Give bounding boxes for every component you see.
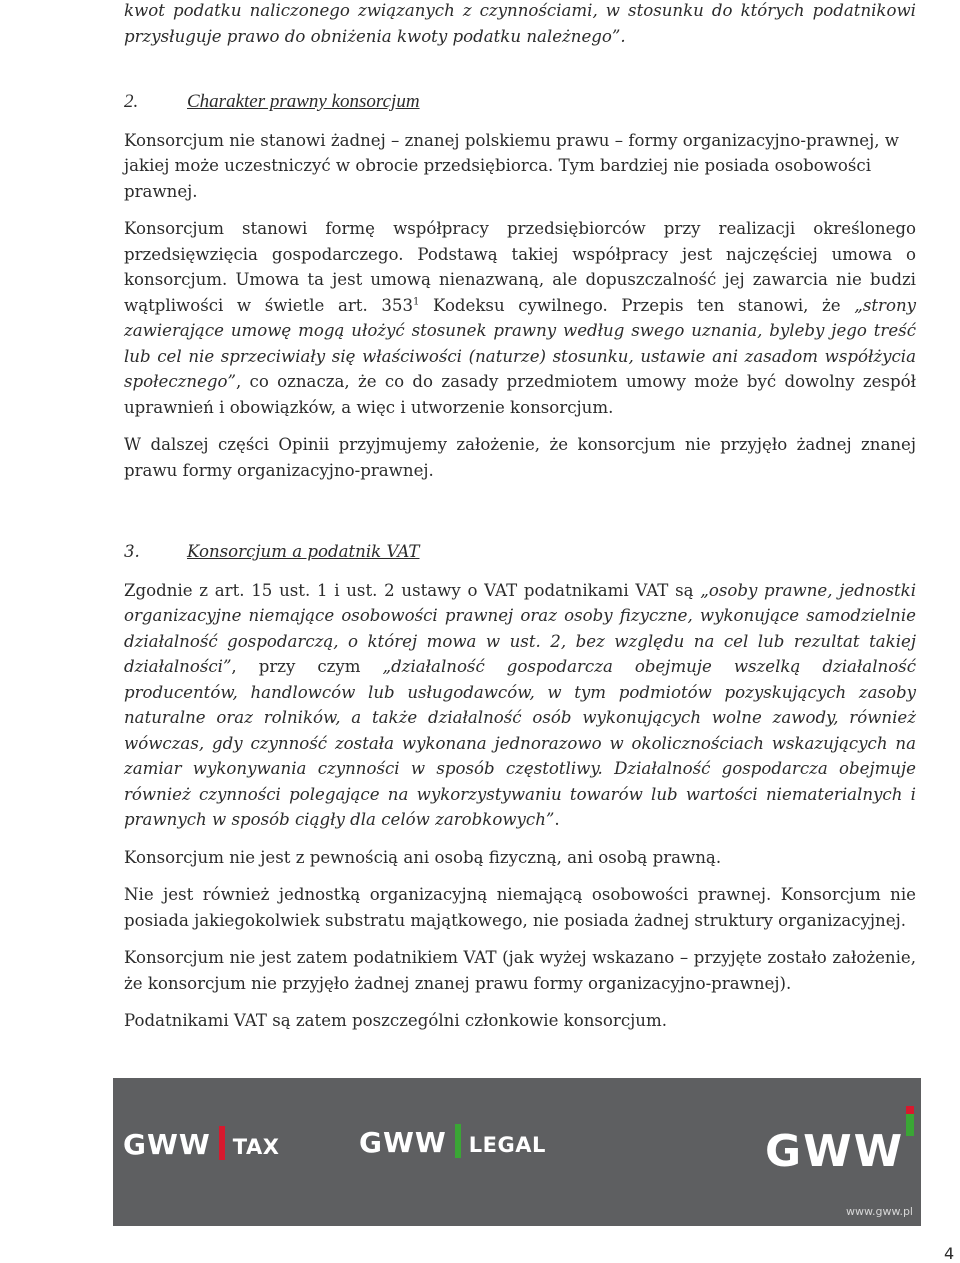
quote-civil-code: „strony zawierające umowę mogą ułożyć stosunek prawny według swego uznania, byleby jego treść lub cel nie sprzeciwiały się właściwości (naturze) stosunku, ustawie ani zasadom współżycia społecznego” [124, 295, 916, 391]
red-bar [219, 1126, 225, 1160]
paragraph-form: Konsorcjum nie stanowi żadnej – znanej polskiemu prawu – formy organizacyjno-prawnej, w jakiej może uczestniczyć w obrocie przedsiębiorca. Tym bardziej nie posiada osobowości prawnej. [124, 130, 900, 201]
paragraph-vat-definition: Zgodnie z art. 15 ust. 1 i ust. 2 ustawy o VAT podatnikami VAT są „osoby prawne, jednostki organizacyjne niemające osobowości prawnej oraz osoby fizyczne, wykonujące samodzielnie działalność gospodarczą, o której mowa w ust. 2, bez względu na cel lub rezultat takiej działalności”, przy czym „działalność gospodarcza obejmuje wszelką działalność producentów, handlowców lub usługodawców, w tym podmiotów pozyskujących zasoby naturalne oraz rolników, a także działalność osób wykonujących wolne zawody, również wówczas, gdy czynność została wykonana jednorazowo w okolicznościach wskazujących na zamiar wykonywania czynności w sposób częstotliwy. Działalność gospodarcza obejmuje również czynności polegające na wykorzystywaniu towarów lub wartości niematerialnych i prawnych w sposób ciągły dla celów zarobkowych”. [124, 580, 917, 829]
document-body [124, 0, 916, 1046]
footer-band [113, 1078, 921, 1226]
section-number: 3. [124, 542, 140, 561]
paragraph-members: Podatnikami VAT są zatem poszczególni członkowie konsorcjum. [124, 1011, 667, 1030]
logo-gww-main: GWW [765, 1126, 905, 1177]
section-number: 2. [124, 91, 139, 112]
paragraph-cooperation: Konsorcjum stanowi formę współpracy przedsiębiorców przy realizacji określonego przedsięwzięcia gospodarczego. Podstawą takiej współpracy jest najczęściej umowa o konsorcjum. Umowa ta jest umową nienazwaną, ale dopuszczalność jej zawarcia nie budzi wątpliwości w świetle art. $353^1$ Kodeksu cywilnego. Przepis ten stanowi, że „strony zawierające umowę mogą ułożyć stosunek prawny według swego uznania, byleby jego treść lub cel nie sprzeciwiały się właściwości (naturze) stosunku, ustawie ani zasadom współżycia społecznego”, co oznacza, że co do zasady przedmiotem umowy może być dowolny zespół uprawnień i obowiązków, a więc i utworzenie konsorcjum. [124, 219, 916, 417]
paragraph-assumption: W dalszej części Opinii przyjmujemy założenie, że konsorcjum nie przyjęło żadnej znanej prawu formy organizacyjno-prawnej. [124, 435, 916, 480]
superscript: 1 [413, 295, 420, 307]
section-title: Konsorcjum a podatnik VAT [187, 542, 420, 561]
logo-flag-icon [906, 1106, 914, 1136]
paragraph-not-taxpayer: Konsorcjum nie jest zatem podatnikiem VAT (jak wyżej wskazano – przyjęte zostało założenie, że konsorcjum nie przyjęło żadnej znanej prawu formy organizacyjno-prawnej). [124, 948, 916, 993]
section-heading-2 [124, 89, 916, 115]
logo-gww-tax: GWW TAX [123, 1128, 280, 1161]
page-number: 4 [944, 1244, 955, 1263]
paragraph-continuation: kwot podatku naliczonego związanych z czynnościami, w stosunku do których podatnikowi przysługuje prawo do obniżenia kwoty podatku należnego”. [124, 1, 916, 46]
green-bar [455, 1124, 461, 1158]
section-title: Charakter prawny konsorcjum [187, 91, 420, 112]
quote-vat-1: „osoby prawne, jednostki organizacyjne niemające osobowości prawnej oraz osoby fizyczne, wykonujące samodzielnie działalność gospodarczą, o której mowa w ust. 2 [124, 580, 917, 651]
website-link[interactable]: www.gww.pl [846, 1205, 913, 1218]
quote-vat-2: „działalność gospodarcza obejmuje wszelką działalność producentów, handlowców lub usługodawców, w tym podmiotów pozyskujących zasoby naturalne oraz rolników, a także działalność osób wykonujących wolne zawody, również wówczas, gdy czynność została wykonana jednorazowo w okolicznościach wskazujących na zamiar wykonywania czynności w sposób częstotliwy. Działalność gospodarcza obejmuje również czynności polegające na wykorzystywaniu towarów lub wartości niematerialnych i prawnych w sposób ciągły dla celów zarobkowych” [124, 657, 916, 829]
logo-gww-legal: GWW LEGAL [359, 1126, 546, 1159]
paragraph-not-unit: Nie jest również jednostką organizacyjną niemającą osobowości prawnej. Konsorcjum nie posiada jakiegokolwiek substratu majątkowego, nie posiada żadnej struktury organizacyjnej. [124, 885, 916, 930]
section-heading-3 [124, 539, 916, 565]
paragraph-not-person: Konsorcjum nie jest z pewnością ani osobą fizyczną, ani osobą prawną. [124, 847, 722, 867]
